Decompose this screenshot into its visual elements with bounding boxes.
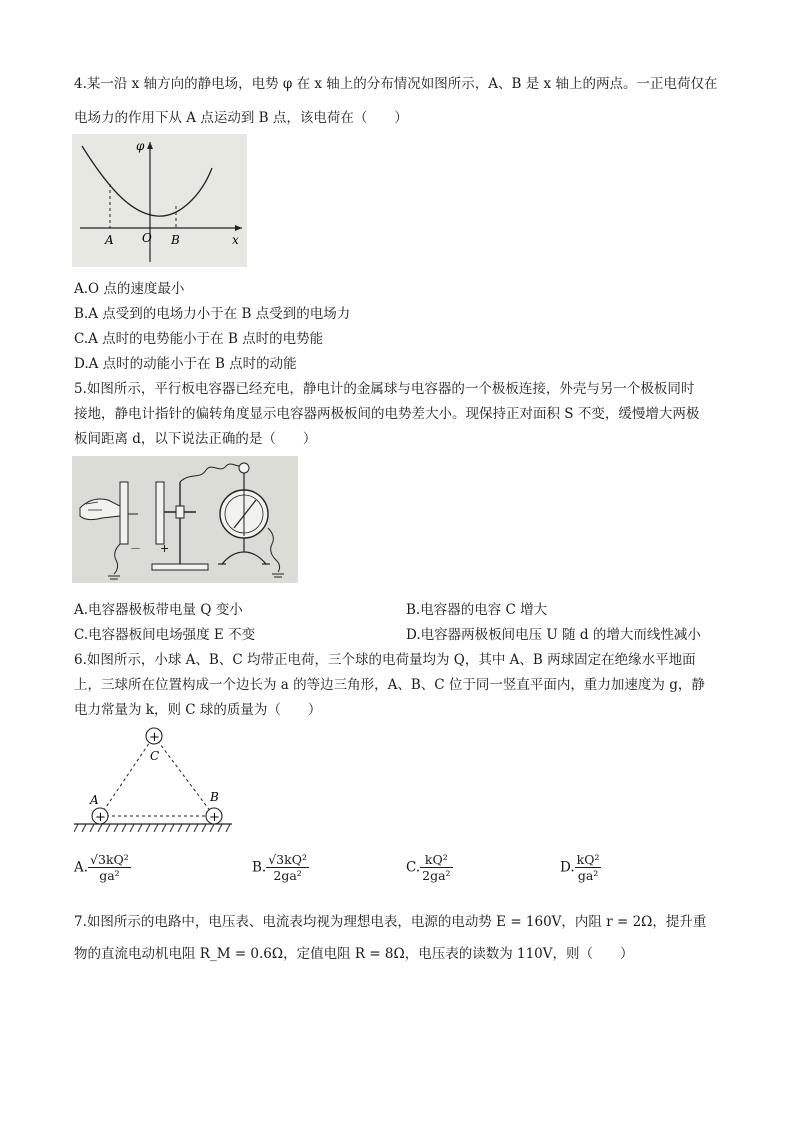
q4-stem-line-1: 4.某一沿 x 轴方向的静电场，电势 φ 在 x 轴上的分布情况如图所示，A、B 是 x 轴上的两点。一正电荷仅在 [74, 76, 718, 92]
q6-label-c: C [150, 749, 160, 763]
q6-charge-sign-b: + [209, 810, 220, 825]
q4-graph-x-label: x [232, 233, 239, 247]
q6-label-b: B [210, 790, 219, 804]
q5-stem-line-1: 5.如图所示，平行板电容器已经充电，静电计的金属球与电容器的一个极板连接，外壳与另一个极板同时 [74, 381, 695, 397]
q6-stem-line-2: 上，三球所在位置构成一个边长为 a 的等边三角形，A、B、C 位于同一竖直平面内，重力加速度为 g，静 [74, 677, 705, 693]
q4-option-a: A.O 点的速度最小 [74, 281, 185, 297]
q7-stem-line-2: 物的直流电动机电阻 R_M = 0.6Ω，定值电阻 R = 8Ω，电压表的读数为 110V，则（ ） [74, 946, 634, 962]
q6-stem-line-3: 电力常量为 k，则 C 球的质量为（ ） [74, 702, 322, 718]
q4-graph-point-a: A [105, 233, 114, 247]
q5-option-c: C.电容器板间电场强度 E 不变 [74, 627, 256, 643]
q4-graph-point-b: B [171, 233, 180, 247]
q6-charge-sign-c: + [149, 730, 160, 745]
q6-triangle-charges-figure [74, 724, 236, 836]
q6-option-d-numerator: kQ² [576, 852, 600, 867]
q6-option-c-label: C. [406, 859, 421, 876]
q6-option-c [406, 852, 453, 883]
q5-figure-minus: － [130, 542, 141, 555]
q4-graph-y-label: φ [136, 139, 145, 153]
q5-stem-line-3: 板间距离 d，以下说法正确的是（ ） [74, 431, 317, 447]
q5-option-d: D.电容器两极板间电压 U 随 d 的增大而线性减小 [406, 627, 701, 643]
q5-figure-plus: + [160, 542, 170, 555]
q5-option-a: A.电容器极板带电量 Q 变小 [74, 602, 243, 618]
q5-option-b: B.电容器的电容 C 增大 [406, 602, 548, 618]
q6-option-a-numerator: √3kQ² [90, 852, 129, 867]
q4-stem-line-2: 电场力的作用下从 A 点运动到 B 点，该电荷在（ ） [74, 110, 408, 126]
q6-option-b-denominator: 2ga² [273, 868, 302, 883]
q4-option-b: B.A 点受到的电场力小于在 B 点受到的电场力 [74, 306, 351, 322]
q6-option-a [74, 852, 131, 883]
q4-option-d: D.A 点时的动能小于在 B 点时的动能 [74, 356, 297, 372]
q6-option-b-numerator: √3kQ² [268, 852, 307, 867]
q6-option-d-denominator: ga² [577, 868, 599, 883]
q6-option-c-numerator: kQ² [420, 852, 452, 868]
q6-option-d-label: D. [560, 859, 575, 876]
q7-stem-line-1: 7.如图所示的电路中，电压表、电流表均视为理想电表，电源的电动势 E = 160V，内阻 r = 2Ω，提升重 [74, 914, 707, 930]
q6-option-a-label: A. [74, 859, 89, 876]
q5-capacitor-electrometer-figure [72, 456, 298, 583]
q6-stem-line-1: 6.如图所示，小球 A、B、C 均带正电荷，三个球的电荷量均为 Q，其中 A、B 两球固定在绝缘水平地面 [74, 652, 696, 668]
q6-charge-sign-a: + [95, 810, 106, 825]
q6-option-d [560, 852, 601, 883]
q4-graph-origin: O [142, 231, 152, 245]
q6-option-a-denominator: ga² [99, 868, 120, 883]
q4-potential-graph [72, 134, 247, 267]
q6-option-b-label: B. [252, 859, 267, 876]
q6-label-a: A [90, 793, 99, 807]
q6-option-b [252, 852, 309, 883]
q6-option-c-denominator: 2ga² [422, 868, 451, 883]
q5-stem-line-2: 接地，静电计指针的偏转角度显示电容器两极板间的电势差大小。现保持正对面积 S 不变，缓慢增大两极 [74, 406, 700, 422]
q4-option-c: C.A 点时的电势能小于在 B 点时的电势能 [74, 331, 324, 347]
